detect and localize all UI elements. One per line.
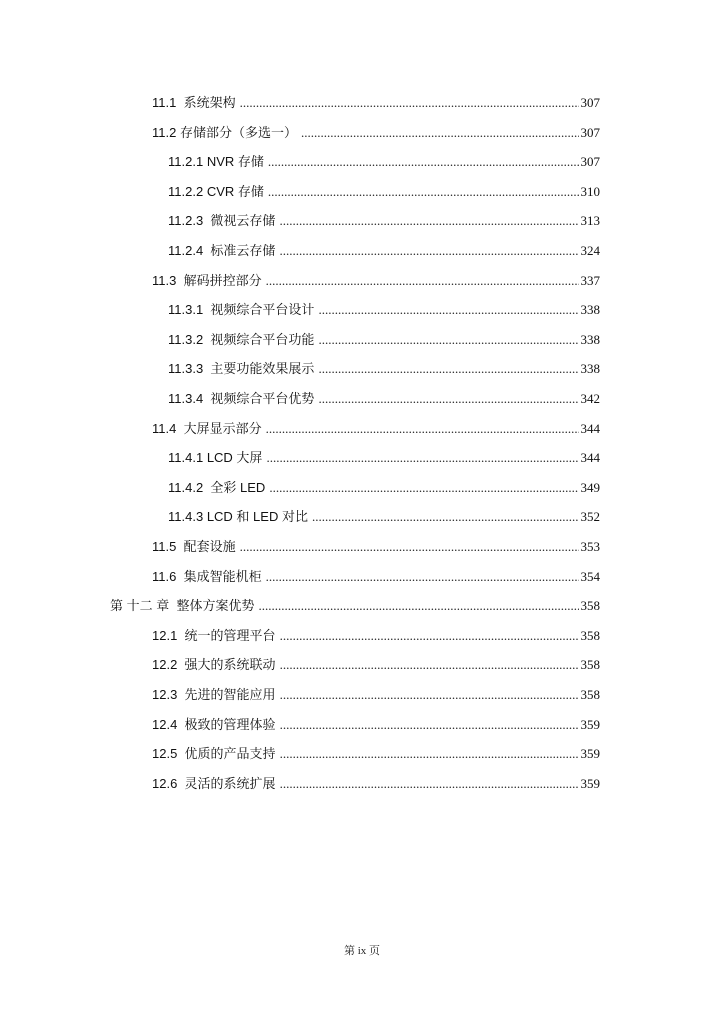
leader-dots [280, 739, 579, 769]
toc-title: 微视云存储 [210, 213, 276, 229]
toc-title: 视频综合平台优势 [210, 391, 315, 406]
leader-dots [258, 591, 578, 621]
toc-title: NVR 存储 [206, 154, 264, 170]
leader-dots [280, 769, 579, 799]
leader-dots [318, 354, 578, 384]
toc-page: 354 [580, 568, 600, 584]
toc-title: 统一的管理平台 [184, 627, 276, 643]
toc-number: 11.1 [152, 95, 177, 110]
toc-title: LCD 和 LED 对比 [206, 509, 308, 525]
toc-number: 12.1 [152, 627, 178, 643]
toc-number: 11.4.3 [168, 509, 204, 525]
toc-title: 强大的系统联动 [184, 657, 276, 673]
toc-page: 358 [580, 627, 600, 643]
leader-dots [318, 384, 578, 414]
toc-entry[interactable] [152, 680, 600, 710]
toc-entry[interactable] [152, 650, 600, 680]
toc-title: 系统架构 [183, 95, 236, 110]
toc-entry[interactable] [168, 473, 600, 503]
leader-dots [280, 650, 579, 680]
toc-number: 12.5 [152, 746, 178, 762]
toc-title: 优质的产品支持 [184, 746, 276, 762]
toc-page: 358 [580, 687, 600, 702]
toc-page: 307 [580, 154, 600, 170]
leader-dots [279, 206, 578, 236]
leader-dots [280, 621, 579, 651]
toc-page: 324 [580, 243, 600, 258]
toc-page: 358 [580, 657, 600, 673]
toc-entry[interactable] [168, 147, 600, 177]
toc-title: 先进的智能应用 [184, 687, 276, 702]
toc-number: 11.2.1 [168, 154, 204, 170]
toc-entry[interactable] [168, 384, 600, 414]
toc-page: 353 [580, 539, 600, 554]
toc-number: 11.3.1 [168, 302, 204, 318]
toc-number: 12.4 [152, 716, 178, 732]
toc-page: 310 [580, 183, 600, 199]
toc-page: 313 [580, 213, 600, 229]
toc-entry[interactable] [168, 177, 600, 207]
toc-entry[interactable] [152, 739, 600, 769]
toc-page: 337 [580, 272, 600, 288]
toc-page: 344 [580, 420, 600, 436]
leader-dots [266, 562, 579, 592]
toc-page: 344 [580, 450, 600, 466]
toc-entry[interactable] [152, 88, 600, 118]
toc-number: 11.3.2 [168, 331, 204, 347]
leader-dots [266, 266, 579, 296]
toc-page: 342 [580, 391, 600, 406]
toc-entry-chapter[interactable] [110, 591, 600, 621]
toc-number: 11.5 [152, 539, 177, 554]
toc-title: 极致的管理体验 [184, 716, 276, 732]
toc-entry[interactable] [168, 502, 600, 532]
leader-dots [240, 88, 579, 118]
leader-dots [266, 443, 578, 473]
toc-number: 12.3 [152, 687, 178, 702]
toc-entry[interactable] [152, 710, 600, 740]
toc-page: 352 [580, 509, 600, 525]
toc-title: 存储部分（多选一） [179, 124, 297, 140]
leader-dots [268, 177, 579, 207]
page-footer: 第 ix 页 [343, 945, 381, 957]
toc-entry[interactable] [168, 206, 600, 236]
toc-entry[interactable] [168, 236, 600, 266]
toc-title: 灵活的系统扩展 [184, 775, 276, 791]
toc-entry[interactable] [168, 295, 600, 325]
toc-number: 11.2 [152, 124, 177, 140]
toc-entry[interactable] [152, 266, 600, 296]
toc-number: 12.2 [152, 657, 178, 673]
toc-title: 大屏显示部分 [183, 420, 262, 436]
toc-number: 11.6 [152, 568, 177, 584]
toc-title: LCD 大屏 [206, 450, 263, 466]
toc-number: 11.4.1 [168, 450, 204, 466]
toc-title: 主要功能效果展示 [210, 361, 315, 377]
toc-title: CVR 存储 [206, 183, 264, 199]
toc-page: 307 [580, 124, 600, 140]
toc-number: 第 十二 章 [110, 598, 170, 614]
toc-entry[interactable] [152, 532, 600, 562]
leader-dots [269, 473, 578, 503]
toc-number: 11.3.3 [168, 361, 204, 377]
toc-page: 359 [580, 716, 600, 732]
leader-dots [318, 325, 578, 355]
toc-page: 307 [580, 95, 600, 110]
toc-title: 集成智能机柜 [183, 568, 262, 584]
toc-entry[interactable] [168, 325, 600, 355]
toc-title: 全彩 LED [210, 479, 266, 495]
leader-dots [279, 236, 578, 266]
toc-number: 11.4 [152, 420, 177, 436]
toc-page: 338 [580, 361, 600, 377]
toc-page: 359 [580, 775, 600, 791]
toc-entry[interactable] [152, 621, 600, 651]
toc-entry[interactable] [168, 354, 600, 384]
toc-number: 11.2.4 [168, 243, 204, 258]
toc-title: 解码拼控部分 [183, 272, 262, 288]
toc-title: 视频综合平台功能 [210, 331, 315, 347]
toc-number: 12.6 [152, 775, 178, 791]
leader-dots [301, 118, 579, 148]
leader-dots [266, 414, 579, 444]
toc-page: 338 [580, 331, 600, 347]
leader-dots [280, 710, 579, 740]
toc-number: 11.2.2 [168, 183, 204, 199]
leader-dots [240, 532, 579, 562]
toc-title: 视频综合平台设计 [210, 302, 315, 318]
toc-page: 338 [580, 302, 600, 318]
toc-number: 11.3.4 [168, 391, 204, 406]
leader-dots [312, 502, 579, 532]
toc-number: 11.2.3 [168, 213, 204, 229]
toc-entry[interactable] [168, 443, 600, 473]
toc-title: 整体方案优势 [176, 598, 255, 614]
toc-entry[interactable] [152, 562, 600, 592]
leader-dots [280, 680, 579, 710]
toc-entry[interactable] [152, 769, 600, 799]
toc-number: 11.3 [152, 272, 177, 288]
toc-number: 11.4.2 [168, 479, 204, 495]
toc-title: 标准云存储 [210, 243, 276, 258]
leader-dots [318, 295, 578, 325]
toc-title: 配套设施 [183, 539, 236, 554]
toc-entry[interactable] [152, 118, 600, 148]
toc-page: 349 [580, 479, 600, 495]
toc-entry[interactable] [152, 414, 600, 444]
toc-page: 358 [580, 598, 600, 614]
leader-dots [268, 147, 579, 177]
toc-page: 359 [580, 746, 600, 762]
